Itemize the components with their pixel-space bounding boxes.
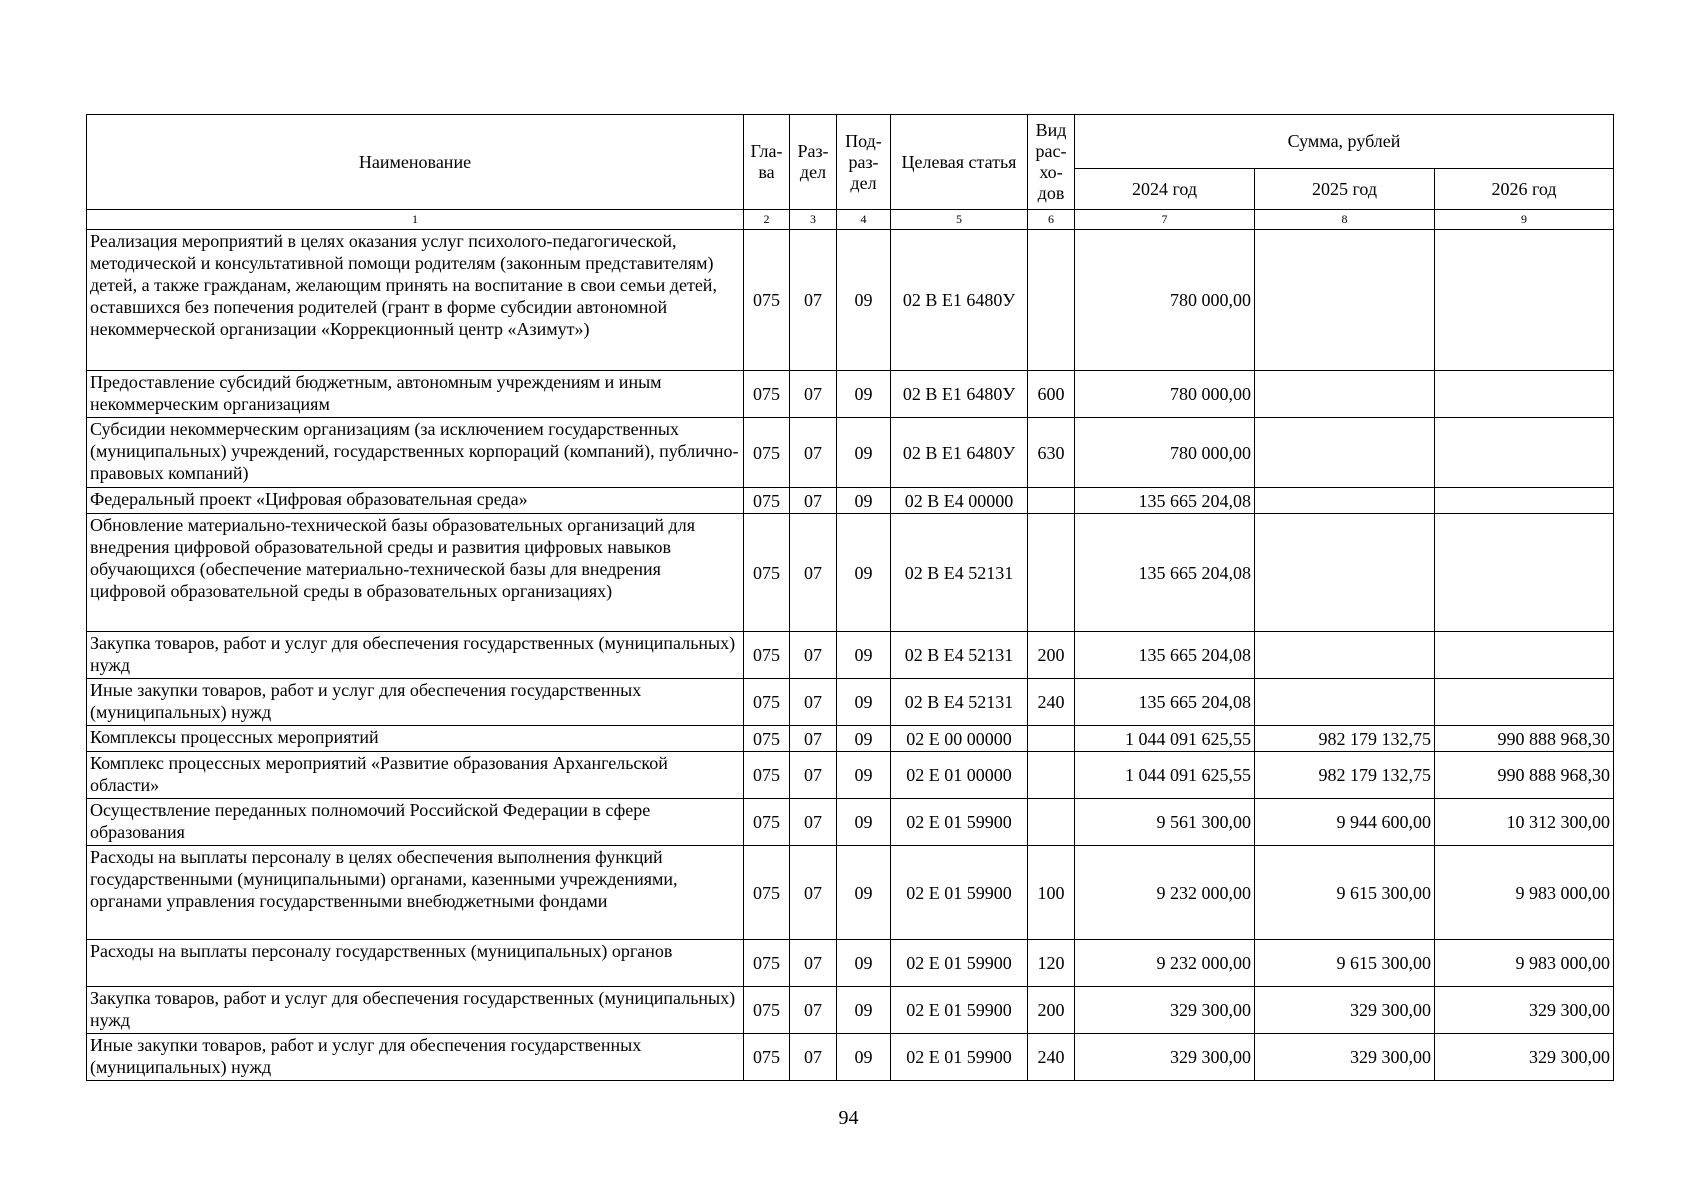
row-section: 07 [790,679,837,726]
row-section: 07 [790,632,837,679]
row-name: Иные закупки товаров, работ и услуг для обеспечения государственных (муниципальных) нужд [87,1034,744,1081]
column-number: 4 [837,210,891,230]
row-sum-2025: 9 615 300,00 [1255,940,1435,987]
row-name: Расходы на выплаты персоналу в целях обеспечения выполнения функций государственными (муниципальными) органами, казенными учреждениями, органами управления государственными внебюджетными фондами [87,846,744,940]
row-subsection: 09 [837,846,891,940]
row-chapter: 075 [744,1034,790,1081]
row-chapter: 075 [744,752,790,799]
row-chapter: 075 [744,987,790,1034]
row-expense-type [1028,488,1075,514]
row-subsection: 09 [837,679,891,726]
page-number: 94 [838,1107,859,1129]
row-sum-2024: 329 300,00 [1075,987,1255,1034]
row-chapter: 075 [744,371,790,418]
row-sum-2026 [1435,632,1614,679]
row-chapter: 075 [744,514,790,632]
row-name: Осуществление переданных полномочий Российской Федерации в сфере образования [87,799,744,846]
header-year-2025: 2025 год [1255,169,1435,210]
header-section: Раз-дел [790,115,837,210]
row-expense-type: 240 [1028,679,1075,726]
row-name: Субсидии некоммерческим организациям (за исключением государственных (муниципальных) учреждений, государственных корпораций (компаний), публично-правовых компаний) [87,418,744,488]
row-expense-type [1028,514,1075,632]
row-name: Комплексы процессных мероприятий [87,726,744,752]
table-row [87,726,1614,752]
row-target-article: 02 Е 01 59900 [891,987,1028,1034]
row-chapter: 075 [744,726,790,752]
row-chapter: 075 [744,488,790,514]
row-sum-2025: 9 615 300,00 [1255,846,1435,940]
header-chapter: Гла-ва [744,115,790,210]
column-number: 7 [1075,210,1255,230]
row-subsection: 09 [837,418,891,488]
row-sum-2026: 329 300,00 [1435,1034,1614,1081]
row-sum-2025 [1255,488,1435,514]
column-number: 1 [87,210,744,230]
row-chapter: 075 [744,418,790,488]
row-sum-2024: 780 000,00 [1075,230,1255,371]
row-subsection: 09 [837,488,891,514]
row-sum-2025 [1255,679,1435,726]
row-expense-type [1028,726,1075,752]
row-name: Комплекс процессных мероприятий «Развитие образования Архангельской области» [87,752,744,799]
row-expense-type: 100 [1028,846,1075,940]
row-sum-2025: 982 179 132,75 [1255,752,1435,799]
row-expense-type: 200 [1028,632,1075,679]
row-subsection: 09 [837,987,891,1034]
column-number: 9 [1435,210,1614,230]
header-target-article: Целевая статья [891,115,1028,210]
row-expense-type: 240 [1028,1034,1075,1081]
row-target-article: 02 Е 01 59900 [891,846,1028,940]
row-sum-2024: 135 665 204,08 [1075,632,1255,679]
row-name: Обновление материально-технической базы образовательных организаций для внедрения цифровой образовательной среды и развития цифровых навыков обучающихся (обеспечение материально-технической базы для внедрения цифровой образовательной среды в образовательных организациях) [87,514,744,632]
row-name: Закупка товаров, работ и услуг для обеспечения государственных (муниципальных) нужд [87,632,744,679]
row-chapter: 075 [744,632,790,679]
row-sum-2025 [1255,230,1435,371]
row-name: Федеральный проект «Цифровая образовательная среда» [87,488,744,514]
row-sum-2026 [1435,679,1614,726]
row-chapter: 075 [744,230,790,371]
row-sum-2024: 329 300,00 [1075,1034,1255,1081]
row-name: Закупка товаров, работ и услуг для обеспечения государственных (муниципальных) нужд [87,987,744,1034]
table-row [87,799,1614,846]
header-name: Наименование [87,115,744,210]
row-subsection: 09 [837,799,891,846]
row-target-article: 02 Е 00 00000 [891,726,1028,752]
row-sum-2026: 9 983 000,00 [1435,846,1614,940]
row-section: 07 [790,726,837,752]
row-sum-2024: 9 232 000,00 [1075,940,1255,987]
row-target-article: 02 В Е4 52131 [891,514,1028,632]
row-sum-2026 [1435,514,1614,632]
row-subsection: 09 [837,371,891,418]
table-row [87,679,1614,726]
row-sum-2025 [1255,632,1435,679]
row-name: Предоставление субсидий бюджетным, автономным учреждениям и иным некоммерческим организациям [87,371,744,418]
row-section: 07 [790,752,837,799]
row-section: 07 [790,418,837,488]
row-sum-2025 [1255,418,1435,488]
row-sum-2026: 9 983 000,00 [1435,940,1614,987]
row-sum-2026: 10 312 300,00 [1435,799,1614,846]
row-sum-2025: 329 300,00 [1255,1034,1435,1081]
column-number: 8 [1255,210,1435,230]
row-target-article: 02 В Е1 6480У [891,418,1028,488]
row-subsection: 09 [837,514,891,632]
row-sum-2024: 135 665 204,08 [1075,679,1255,726]
column-number-row [87,210,1614,230]
row-sum-2024: 9 232 000,00 [1075,846,1255,940]
row-chapter: 075 [744,799,790,846]
row-sum-2026: 990 888 968,30 [1435,752,1614,799]
row-expense-type: 120 [1028,940,1075,987]
row-sum-2026: 329 300,00 [1435,987,1614,1034]
row-target-article: 02 В Е4 00000 [891,488,1028,514]
column-number: 3 [790,210,837,230]
row-subsection: 09 [837,940,891,987]
column-number: 2 [744,210,790,230]
row-expense-type: 600 [1028,371,1075,418]
row-sum-2026 [1435,418,1614,488]
row-sum-2025: 9 944 600,00 [1255,799,1435,846]
row-chapter: 075 [744,679,790,726]
row-sum-2024: 1 044 091 625,55 [1075,726,1255,752]
row-section: 07 [790,987,837,1034]
table-row [87,752,1614,799]
column-number: 5 [891,210,1028,230]
table-row [87,846,1614,940]
header-subsection: Под-раз-дел [837,115,891,210]
row-section: 07 [790,846,837,940]
row-expense-type [1028,752,1075,799]
row-target-article: 02 Е 01 59900 [891,940,1028,987]
row-name: Реализация мероприятий в целях оказания услуг психолого-педагогической, методической и консультативной помощи родителям (законным представителям) детей, а также гражданам, желающим принять на воспитание в свои семьи детей, оставшихся без попечения родителей (грант в форме субсидии автономной некоммерческой организации «Коррекционный центр «Азимут») [87,230,744,371]
row-sum-2024: 780 000,00 [1075,418,1255,488]
header-year-2026: 2026 год [1435,169,1614,210]
row-sum-2026 [1435,488,1614,514]
row-chapter: 075 [744,846,790,940]
row-target-article: 02 В Е1 6480У [891,371,1028,418]
row-sum-2024: 1 044 091 625,55 [1075,752,1255,799]
row-expense-type: 200 [1028,987,1075,1034]
row-sum-2026 [1435,230,1614,371]
row-sum-2024: 135 665 204,08 [1075,514,1255,632]
row-subsection: 09 [837,726,891,752]
row-section: 07 [790,799,837,846]
header-expense-type: Вид рас-хо-дов [1028,115,1075,210]
row-target-article: 02 Е 01 00000 [891,752,1028,799]
row-sum-2025: 982 179 132,75 [1255,726,1435,752]
row-sum-2026 [1435,371,1614,418]
row-sum-2024: 780 000,00 [1075,371,1255,418]
row-sum-2024: 135 665 204,08 [1075,488,1255,514]
header-sum: Сумма, рублей [1075,115,1614,169]
row-subsection: 09 [837,230,891,371]
table-row [87,1034,1614,1081]
row-target-article: 02 В Е4 52131 [891,632,1028,679]
table-row [87,418,1614,488]
row-expense-type [1028,799,1075,846]
table-row [87,987,1614,1034]
table-row [87,371,1614,418]
row-section: 07 [790,371,837,418]
row-expense-type: 630 [1028,418,1075,488]
table-row [87,632,1614,679]
row-target-article: 02 В Е4 52131 [891,679,1028,726]
table-row [87,488,1614,514]
row-sum-2025 [1255,371,1435,418]
row-sum-2024: 9 561 300,00 [1075,799,1255,846]
table-row [87,940,1614,987]
row-expense-type [1028,230,1075,371]
row-sum-2026: 990 888 968,30 [1435,726,1614,752]
budget-table [86,114,1614,1081]
row-section: 07 [790,230,837,371]
row-section: 07 [790,1034,837,1081]
header-year-2024: 2024 год [1075,169,1255,210]
row-target-article: 02 Е 01 59900 [891,1034,1028,1081]
row-name: Расходы на выплаты персоналу государственных (муниципальных) органов [87,940,744,987]
row-subsection: 09 [837,1034,891,1081]
row-target-article: 02 В Е1 6480У [891,230,1028,371]
row-target-article: 02 Е 01 59900 [891,799,1028,846]
row-sum-2025: 329 300,00 [1255,987,1435,1034]
table-row [87,230,1614,371]
row-subsection: 09 [837,632,891,679]
row-sum-2025 [1255,514,1435,632]
row-name: Иные закупки товаров, работ и услуг для обеспечения государственных (муниципальных) нужд [87,679,744,726]
row-subsection: 09 [837,752,891,799]
column-number: 6 [1028,210,1075,230]
table-row [87,514,1614,632]
row-section: 07 [790,514,837,632]
row-section: 07 [790,488,837,514]
row-chapter: 075 [744,940,790,987]
row-section: 07 [790,940,837,987]
